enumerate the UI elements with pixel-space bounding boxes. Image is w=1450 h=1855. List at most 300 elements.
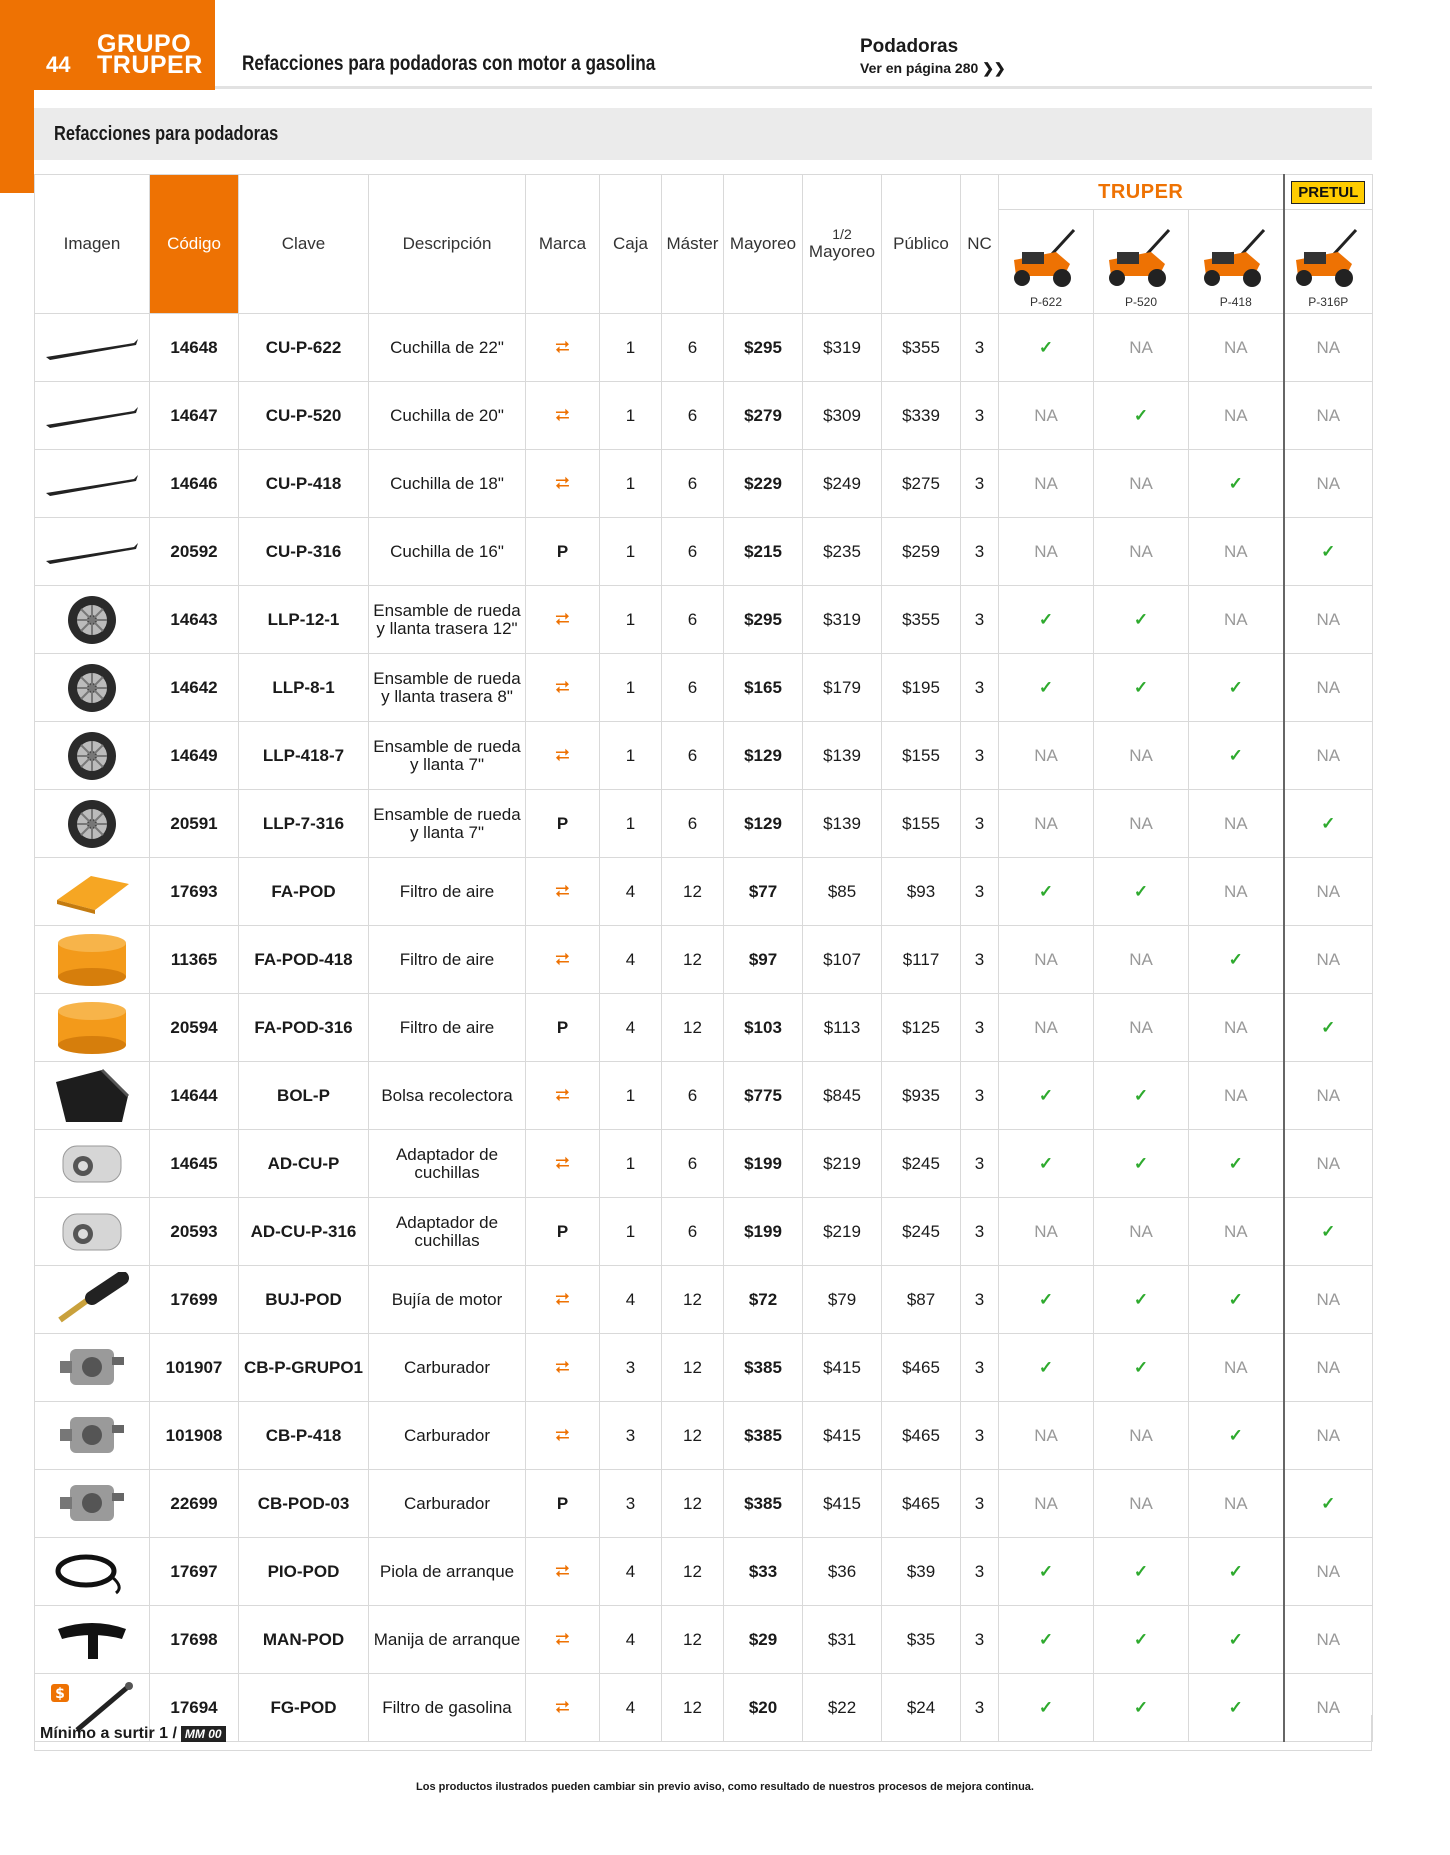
product-code: 22699: [150, 1470, 239, 1538]
product-description: Ensamble de rueda y llanta 7": [369, 722, 526, 790]
product-brand: [526, 1538, 600, 1606]
compatible-check-icon: ✓: [1094, 1130, 1189, 1198]
not-applicable: NA: [1284, 1674, 1373, 1742]
product-code: 14649: [150, 722, 239, 790]
price-public: $339: [882, 382, 961, 450]
compatible-check-icon: ✓: [1284, 1470, 1373, 1538]
product-code: 11365: [150, 926, 239, 994]
svg-text:$: $: [55, 1685, 65, 1702]
nc-value: 3: [961, 450, 999, 518]
price-half-wholesale: $415: [803, 1470, 882, 1538]
rope-icon: [35, 1547, 149, 1597]
product-description: Cuchilla de 16": [369, 518, 526, 586]
price-half-wholesale: $139: [803, 722, 882, 790]
box-qty: 1: [600, 1062, 662, 1130]
product-image: [35, 382, 150, 450]
blade-icon: [35, 401, 149, 431]
price-wholesale: $295: [724, 314, 803, 382]
price-public: $245: [882, 1130, 961, 1198]
nc-value: 3: [961, 1538, 999, 1606]
product-brand: [526, 790, 600, 858]
model-p-418: [1189, 210, 1284, 314]
product-brand: [526, 518, 600, 586]
not-applicable: NA: [999, 518, 1094, 586]
price-wholesale: $775: [724, 1062, 803, 1130]
product-code: 17694: [150, 1674, 239, 1742]
product-image: [35, 1130, 150, 1198]
truper-brand-icon: ⮂: [555, 609, 570, 629]
compatible-check-icon: ✓: [1094, 1334, 1189, 1402]
product-code: 14644: [150, 1062, 239, 1130]
compatible-check-icon: ✓: [1189, 1130, 1284, 1198]
not-applicable: NA: [999, 382, 1094, 450]
nc-value: 3: [961, 722, 999, 790]
price-public: $87: [882, 1266, 961, 1334]
price-wholesale: $33: [724, 1538, 803, 1606]
not-applicable: NA: [1094, 518, 1189, 586]
compatible-check-icon: ✓: [999, 1674, 1094, 1742]
nc-value: 3: [961, 1334, 999, 1402]
product-code: 17693: [150, 858, 239, 926]
compatible-check-icon: ✓: [999, 1062, 1094, 1130]
product-brand: [526, 1266, 600, 1334]
price-wholesale: $72: [724, 1266, 803, 1334]
master-qty: 12: [662, 1266, 724, 1334]
box-qty: 4: [600, 1606, 662, 1674]
table-row: [35, 1538, 1373, 1606]
product-description: Carburador: [369, 1334, 526, 1402]
table-row: [35, 1402, 1373, 1470]
nc-value: 3: [961, 518, 999, 586]
compatible-check-icon: ✓: [1094, 1606, 1189, 1674]
price-wholesale: $385: [724, 1470, 803, 1538]
box-qty: 4: [600, 994, 662, 1062]
compatible-check-icon: ✓: [1189, 722, 1284, 790]
reference-title: Podadoras: [860, 36, 959, 57]
compatible-check-icon: ✓: [1094, 654, 1189, 722]
compatible-check-icon: ✓: [1189, 654, 1284, 722]
not-applicable: NA: [1189, 1334, 1284, 1402]
compatible-check-icon: ✓: [1094, 858, 1189, 926]
product-description: Filtro de aire: [369, 926, 526, 994]
compatible-check-icon: ✓: [999, 314, 1094, 382]
parts-table: [34, 174, 1373, 1742]
master-qty: 6: [662, 450, 724, 518]
table-footer: [34, 1715, 1372, 1751]
price-wholesale: $77: [724, 858, 803, 926]
price-public: $155: [882, 722, 961, 790]
pretul-brand-mark: P: [556, 1221, 569, 1241]
price-public: $355: [882, 586, 961, 654]
price-wholesale: $165: [724, 654, 803, 722]
product-description: Carburador: [369, 1470, 526, 1538]
product-image: [35, 790, 150, 858]
product-description: Bolsa recolectora: [369, 1062, 526, 1130]
product-image: [35, 858, 150, 926]
price-public: $155: [882, 790, 961, 858]
product-key: FG-POD: [239, 1674, 369, 1742]
wheel-icon: [35, 730, 149, 782]
box-qty: 3: [600, 1402, 662, 1470]
truper-brand-icon: ⮂: [555, 1357, 570, 1377]
price-wholesale: $129: [724, 722, 803, 790]
price-half-wholesale: $79: [803, 1266, 882, 1334]
master-qty: 12: [662, 1606, 724, 1674]
col-codigo: Código: [150, 175, 239, 314]
compatible-check-icon: ✓: [1094, 1538, 1189, 1606]
nc-value: 3: [961, 314, 999, 382]
product-description: Adaptador de cuchillas: [369, 1130, 526, 1198]
not-applicable: NA: [1094, 1402, 1189, 1470]
master-qty: 12: [662, 926, 724, 994]
product-image: [35, 518, 150, 586]
product-image: [35, 926, 150, 994]
price-public: $195: [882, 654, 961, 722]
product-image: [35, 450, 150, 518]
box-qty: 1: [600, 382, 662, 450]
compatible-check-icon: ✓: [999, 1334, 1094, 1402]
wheel-icon: [35, 594, 149, 646]
not-applicable: NA: [999, 926, 1094, 994]
product-description: Cuchilla de 20": [369, 382, 526, 450]
price-half-wholesale: $22: [803, 1674, 882, 1742]
header-divider: [215, 86, 1372, 89]
lawnmower-icon: [1189, 224, 1283, 295]
price-public: $465: [882, 1470, 961, 1538]
disclaimer: Los productos ilustrados pueden cambiar sin previo aviso, como resultado de nuestros procesos de mejora continua.: [416, 1781, 1034, 1793]
product-key: PIO-POD: [239, 1538, 369, 1606]
product-code: 20592: [150, 518, 239, 586]
product-description: Cuchilla de 18": [369, 450, 526, 518]
col-master: Máster: [662, 175, 724, 314]
nc-value: 3: [961, 1470, 999, 1538]
master-qty: 6: [662, 586, 724, 654]
price-public: $35: [882, 1606, 961, 1674]
compatible-check-icon: ✓: [1094, 1266, 1189, 1334]
truper-brand-icon: ⮂: [555, 1697, 570, 1717]
not-applicable: NA: [1189, 1470, 1284, 1538]
truper-brand-icon: ⮂: [555, 1629, 570, 1649]
product-brand: [526, 858, 600, 926]
blade-icon: [35, 469, 149, 499]
product-brand: [526, 1402, 600, 1470]
product-code: 14643: [150, 586, 239, 654]
col-clave: Clave: [239, 175, 369, 314]
truper-brand-icon: ⮂: [555, 1425, 570, 1445]
compatible-check-icon: ✓: [999, 1266, 1094, 1334]
product-brand: [526, 722, 600, 790]
product-image: [35, 994, 150, 1062]
product-code: 14645: [150, 1130, 239, 1198]
bag-icon: [35, 1066, 149, 1126]
nc-value: 3: [961, 1402, 999, 1470]
lawnmower-icon: [1285, 224, 1373, 295]
truper-brand-icon: ⮂: [555, 881, 570, 901]
col-imagen: Imagen: [35, 175, 150, 314]
price-wholesale: $129: [724, 790, 803, 858]
model-label: P-316P: [1308, 295, 1349, 309]
wheel-icon: [35, 662, 149, 714]
spark-icon: [35, 1272, 149, 1328]
product-description: Adaptador de cuchillas: [369, 1198, 526, 1266]
product-image: [35, 1402, 150, 1470]
page-number: 44: [46, 52, 71, 77]
handle-icon: [35, 1615, 149, 1665]
box-qty: 4: [600, 1538, 662, 1606]
product-key: BOL-P: [239, 1062, 369, 1130]
compatible-check-icon: ✓: [1189, 1266, 1284, 1334]
page-title: Refacciones para podadoras con motor a gasolina: [242, 52, 656, 75]
price-half-wholesale: $309: [803, 382, 882, 450]
compatible-check-icon: ✓: [1189, 1538, 1284, 1606]
lawnmower-icon: [999, 224, 1093, 295]
product-brand: [526, 586, 600, 654]
nc-value: 3: [961, 1062, 999, 1130]
table-row: [35, 382, 1373, 450]
compatible-check-icon: ✓: [1094, 382, 1189, 450]
table-row: [35, 1130, 1373, 1198]
table-row: [35, 314, 1373, 382]
nc-value: 3: [961, 858, 999, 926]
minimum-order-note: Mínimo a surtir 1 / MM 00: [40, 1725, 226, 1743]
truper-logo: TRUPER: [1098, 180, 1184, 203]
adapter-icon: [35, 1204, 149, 1260]
product-image: [35, 1266, 150, 1334]
not-applicable: NA: [1284, 1606, 1373, 1674]
carb-icon: [35, 1405, 149, 1467]
product-key: MAN-POD: [239, 1606, 369, 1674]
not-applicable: NA: [1189, 1062, 1284, 1130]
price-public: $125: [882, 994, 961, 1062]
model-label: P-418: [1219, 295, 1252, 309]
not-applicable: NA: [1189, 858, 1284, 926]
price-half-wholesale: $113: [803, 994, 882, 1062]
product-code: 14642: [150, 654, 239, 722]
product-key: CU-P-520: [239, 382, 369, 450]
product-brand: [526, 382, 600, 450]
model-p-622: [999, 210, 1094, 314]
product-key: FA-POD-316: [239, 994, 369, 1062]
master-qty: 12: [662, 858, 724, 926]
price-public: $39: [882, 1538, 961, 1606]
table-row: [35, 994, 1373, 1062]
price-half-wholesale: $415: [803, 1334, 882, 1402]
brand-truper-header: [999, 175, 1284, 210]
table-row: [35, 1062, 1373, 1130]
table-row: [35, 1606, 1373, 1674]
pretul-brand-mark: P: [556, 1493, 569, 1513]
box-qty: 3: [600, 1334, 662, 1402]
not-applicable: NA: [1094, 450, 1189, 518]
box-qty: 1: [600, 722, 662, 790]
not-applicable: NA: [1189, 314, 1284, 382]
price-half-wholesale: $219: [803, 1198, 882, 1266]
blade-icon: [35, 333, 149, 363]
product-key: CB-P-418: [239, 1402, 369, 1470]
not-applicable: NA: [1094, 722, 1189, 790]
product-key: LLP-12-1: [239, 586, 369, 654]
compatible-check-icon: ✓: [1284, 518, 1373, 586]
product-brand: [526, 1470, 600, 1538]
price-half-wholesale: $85: [803, 858, 882, 926]
price-half-wholesale: $319: [803, 586, 882, 654]
not-applicable: NA: [999, 450, 1094, 518]
not-applicable: NA: [1094, 926, 1189, 994]
product-code: 17699: [150, 1266, 239, 1334]
not-applicable: NA: [1189, 382, 1284, 450]
nc-value: 3: [961, 1674, 999, 1742]
not-applicable: NA: [1284, 1538, 1373, 1606]
box-qty: 1: [600, 450, 662, 518]
not-applicable: NA: [999, 1470, 1094, 1538]
price-half-wholesale: $107: [803, 926, 882, 994]
not-applicable: NA: [1094, 314, 1189, 382]
product-image: [35, 586, 150, 654]
box-qty: 3: [600, 1470, 662, 1538]
master-qty: 6: [662, 314, 724, 382]
filter-round-icon: [35, 931, 149, 989]
truper-brand-icon: ⮂: [555, 745, 570, 765]
product-image: [35, 654, 150, 722]
section-header: [34, 108, 1372, 160]
model-p-316p: [1284, 210, 1373, 314]
compatible-check-icon: ✓: [1189, 1674, 1284, 1742]
price-wholesale: $229: [724, 450, 803, 518]
product-code: 14647: [150, 382, 239, 450]
product-brand: [526, 450, 600, 518]
table-row: [35, 450, 1373, 518]
not-applicable: NA: [1189, 994, 1284, 1062]
not-applicable: NA: [1284, 450, 1373, 518]
carb-icon: [35, 1473, 149, 1535]
price-half-wholesale: $139: [803, 790, 882, 858]
nc-value: 3: [961, 654, 999, 722]
product-key: LLP-7-316: [239, 790, 369, 858]
compatible-check-icon: ✓: [1094, 1062, 1189, 1130]
compatible-check-icon: ✓: [1189, 926, 1284, 994]
col-medio-mayoreo: 1/2 Mayoreo: [803, 175, 882, 314]
adapter-icon: [35, 1136, 149, 1192]
nc-value: 3: [961, 994, 999, 1062]
price-wholesale: $199: [724, 1130, 803, 1198]
price-wholesale: $295: [724, 586, 803, 654]
master-qty: 12: [662, 1674, 724, 1742]
not-applicable: NA: [1284, 314, 1373, 382]
compatible-check-icon: ✓: [999, 1606, 1094, 1674]
master-qty: 6: [662, 790, 724, 858]
mm-badge: MM 00: [181, 1726, 226, 1742]
box-qty: 1: [600, 654, 662, 722]
truper-brand-icon: ⮂: [555, 949, 570, 969]
not-applicable: NA: [999, 994, 1094, 1062]
not-applicable: NA: [1189, 518, 1284, 586]
col-publico: Público: [882, 175, 961, 314]
nc-value: 3: [961, 1606, 999, 1674]
price-half-wholesale: $219: [803, 1130, 882, 1198]
price-wholesale: $279: [724, 382, 803, 450]
box-qty: 4: [600, 858, 662, 926]
product-description: Ensamble de rueda y llanta trasera 8": [369, 654, 526, 722]
product-image: [35, 1062, 150, 1130]
price-public: $93: [882, 858, 961, 926]
not-applicable: NA: [1284, 586, 1373, 654]
price-public: $465: [882, 1334, 961, 1402]
nc-value: 3: [961, 926, 999, 994]
not-applicable: NA: [1284, 926, 1373, 994]
master-qty: 6: [662, 654, 724, 722]
compatible-check-icon: ✓: [1189, 450, 1284, 518]
product-code: 20594: [150, 994, 239, 1062]
reference-link[interactable]: Ver en página 280: [860, 60, 979, 76]
compatible-check-icon: ✓: [999, 654, 1094, 722]
master-qty: 6: [662, 1198, 724, 1266]
not-applicable: NA: [999, 790, 1094, 858]
compatible-check-icon: ✓: [1284, 1198, 1373, 1266]
box-qty: 1: [600, 586, 662, 654]
product-brand: [526, 926, 600, 994]
compatible-check-icon: ✓: [1094, 1674, 1189, 1742]
truper-brand-icon: ⮂: [555, 337, 570, 357]
price-public: $117: [882, 926, 961, 994]
price-public: $465: [882, 1402, 961, 1470]
lawnmower-icon: [1094, 224, 1188, 295]
product-brand: [526, 1198, 600, 1266]
product-brand: [526, 654, 600, 722]
not-applicable: NA: [1284, 654, 1373, 722]
price-half-wholesale: $845: [803, 1062, 882, 1130]
price-half-wholesale: $415: [803, 1402, 882, 1470]
compatible-check-icon: ✓: [999, 858, 1094, 926]
product-key: LLP-8-1: [239, 654, 369, 722]
compatible-check-icon: ✓: [1189, 1606, 1284, 1674]
pretul-logo: PRETUL: [1291, 181, 1365, 204]
box-qty: 4: [600, 1266, 662, 1334]
product-brand: [526, 1062, 600, 1130]
not-applicable: NA: [999, 1402, 1094, 1470]
model-p-520: [1094, 210, 1189, 314]
col-caja: Caja: [600, 175, 662, 314]
master-qty: 6: [662, 382, 724, 450]
compatible-check-icon: ✓: [1284, 994, 1373, 1062]
nc-value: 3: [961, 586, 999, 654]
product-description: Piola de arranque: [369, 1538, 526, 1606]
product-image: [35, 1538, 150, 1606]
box-qty: 1: [600, 1198, 662, 1266]
product-code: 17697: [150, 1538, 239, 1606]
product-description: Manija de arranque: [369, 1606, 526, 1674]
product-image: [35, 1470, 150, 1538]
product-description: Filtro de aire: [369, 994, 526, 1062]
price-half-wholesale: $179: [803, 654, 882, 722]
product-key: BUJ-POD: [239, 1266, 369, 1334]
compatible-check-icon: ✓: [1284, 790, 1373, 858]
product-brand: [526, 1606, 600, 1674]
compatible-check-icon: ✓: [1189, 1402, 1284, 1470]
box-qty: 4: [600, 1674, 662, 1742]
table-row: [35, 858, 1373, 926]
page-reference[interactable]: [860, 36, 1006, 77]
grupo-truper-logo: GRUPO TRUPER: [97, 30, 203, 79]
product-code: 101908: [150, 1402, 239, 1470]
compatible-check-icon: ✓: [999, 1130, 1094, 1198]
table-row: [35, 722, 1373, 790]
not-applicable: NA: [1094, 1198, 1189, 1266]
product-description: Filtro de aire: [369, 858, 526, 926]
box-qty: 4: [600, 926, 662, 994]
not-applicable: NA: [1094, 994, 1189, 1062]
box-qty: 1: [600, 790, 662, 858]
not-applicable: NA: [1189, 790, 1284, 858]
